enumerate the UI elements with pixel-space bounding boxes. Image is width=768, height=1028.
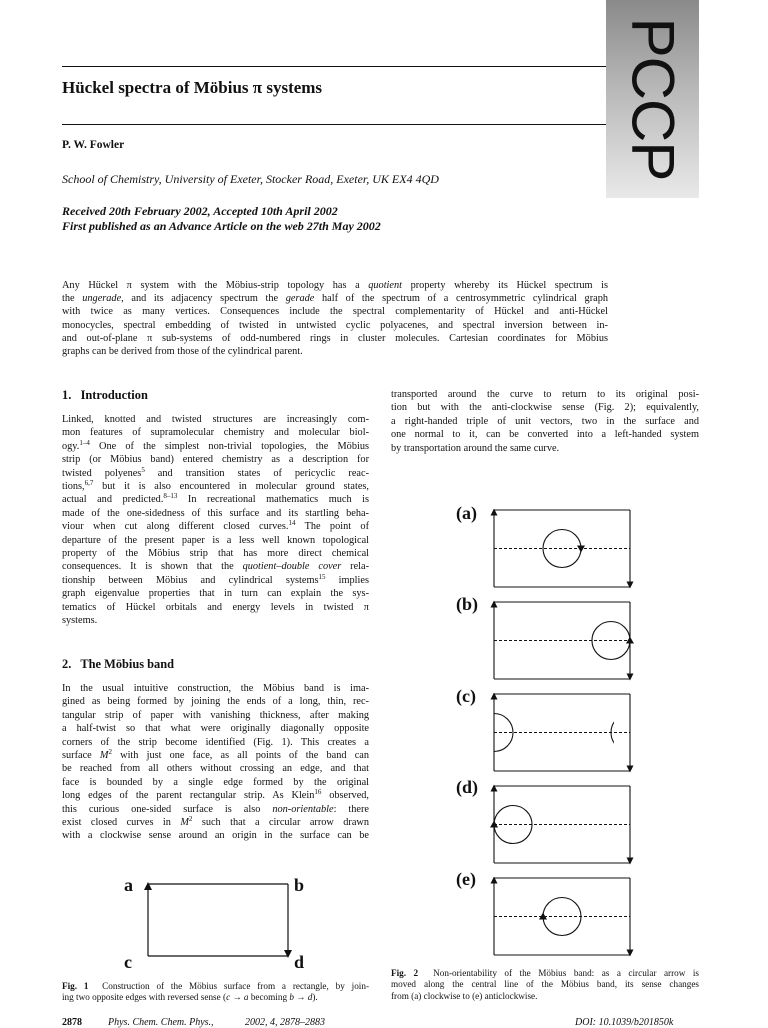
journal-tab — [606, 0, 699, 198]
panel-d-circle-arrowhead — [490, 821, 498, 828]
right-column-text — [391, 388, 699, 455]
dates — [62, 204, 381, 234]
footer-page-number: 2878 — [62, 1017, 82, 1028]
body-line: with a clockwise sense around an origin in the surface can be — [62, 830, 369, 842]
section-1-title: Introduction — [80, 388, 148, 402]
figure-1-diagram — [138, 872, 298, 972]
body-line: systems. — [62, 615, 98, 627]
body-line: twisted polyenes$^5$ and transition states of pericyclic reac- — [62, 465, 370, 479]
paper-title: Hückel spectra of Möbius π systems — [62, 78, 323, 97]
corner-d: d — [294, 952, 305, 972]
body-line: corners of the strip become identified (Fig. 1). This creates a — [62, 736, 369, 748]
caption-text: Non-orientability of the Möbius band: as a circular arrow is — [433, 968, 699, 978]
section-2-title: The Möbius band — [80, 657, 175, 671]
body-line: tion but with the anti-clockwise sense (Fig. 2); equivalently, — [391, 402, 699, 414]
caption-line — [391, 968, 699, 979]
figure-2-caption — [391, 968, 699, 1002]
abstract-line: with twice as many vertices. Consequences include the spectral complementarity of Hückel and anti-Hückel — [62, 306, 608, 318]
section-1-number: 1. — [62, 388, 72, 402]
panel-label-a: (a) — [456, 503, 477, 523]
panel-label-b: (b) — [456, 594, 478, 614]
figure-1-caption — [62, 981, 369, 1004]
abstract-line: and out-of-plane π sub-systems of odd-numbered rings in cluster molecules. Cartesian coordinates for Möbius — [62, 332, 608, 344]
panel-b-circle-arrowhead — [626, 637, 634, 644]
received-date: Received 20th February 2002, Accepted 10th April 2002 — [62, 204, 338, 218]
panel-c-left-half-circle — [484, 714, 513, 752]
panel-label-c: (c) — [456, 686, 476, 706]
body-line: graph eigenvalue properties that in turn can explain the sys- — [62, 588, 369, 600]
body-line: tangular strip of paper with vanishing thickness, after making — [62, 709, 369, 721]
footer-year-volume: 2002, 4, 2878–2883 — [245, 1017, 325, 1028]
body-line: exist closed curves in $M^2$ such that a circular arrow drawn — [62, 815, 370, 829]
figure-2-diagram — [484, 500, 644, 965]
panel-e-circle-arrowhead — [539, 913, 547, 920]
abstract-line: the ungerade, and its adjacency spectrum the gerade half of the spectrum of a centrosymmetric cylindrical graph — [62, 293, 608, 305]
body-line: gined as being formed by joining the ends of a long, thin, rec- — [62, 696, 369, 708]
body-line: actual and predicted.$^{8-13}$ In recreational mathematics much is — [62, 492, 369, 506]
body-line: consequences. It is shown that the quotient–double cover rela- — [62, 561, 369, 573]
footer-journal: Phys. Chem. Chem. Phys., — [108, 1017, 214, 1028]
body-line: by transportation around the same curve. — [391, 442, 560, 454]
body-line: this curious one-sided surface is also non-orientable: there — [62, 803, 369, 815]
caption-line: moved along the central line of the Möbius band, its sense changes — [391, 979, 699, 990]
affiliation: School of Chemistry, University of Exeter, Stocker Road, Exeter, UK EX4 4QD — [62, 172, 439, 186]
body-line: Linked, knotted and twisted structures are increasingly com- — [62, 414, 369, 425]
body-line: be reached from all others without crossing an edge, and that — [62, 763, 369, 775]
section-2-number: 2. — [62, 657, 72, 671]
body-line: tions,$^{6,7}$ but it is also encountered in molecular ground states, — [62, 479, 369, 493]
section-2-body — [62, 682, 369, 843]
body-line: tionship between Möbius and cylindrical systems$^{15}$ implies — [62, 572, 369, 586]
body-line: In the usual intuitive construction, the Möbius band is ima- — [62, 683, 369, 694]
top-rule — [62, 66, 606, 67]
figure-2-caption-label: Fig. 2 — [391, 968, 419, 978]
section-1-body — [62, 413, 369, 628]
published-date: First published as an Advance Article on the web 27th May 2002 — [62, 219, 381, 233]
body-line: face is bounded by a single edge formed by the original — [62, 776, 369, 788]
body-line: a right-handed triple of unit vectors, two in the surface and — [391, 415, 699, 427]
panel-a-circle-arrowhead — [577, 546, 585, 553]
section-1-heading — [62, 388, 148, 403]
body-line: tematics of Hückel orbitals and energy levels in twisted π — [62, 601, 369, 613]
caption-line: from (a) clockwise to (e) anticlockwise. — [391, 990, 538, 1001]
abstract-line: graphs can be derived from those of the cylindrical parent. — [62, 346, 303, 358]
body-line: one normal to it, can be converted into a left-handed system — [391, 429, 699, 441]
body-line: surface $M^2$ with just one face, as all points of the band can — [62, 748, 369, 762]
body-line: property of the Möbius strip that has more direct chemical — [62, 548, 369, 560]
footer-doi: DOI: 10.1039/b201850k — [575, 1017, 674, 1028]
corner-c: c — [124, 952, 132, 972]
panel-label-d: (d) — [456, 777, 478, 797]
corner-a: a — [124, 875, 133, 895]
body-line: a half-twist so that what were originally diagonally opposite — [62, 723, 369, 735]
body-line: transported around the curve to return to its original posi- — [391, 389, 699, 400]
body-line: viour when cut along different closed curves.$^{14}$ The point of — [62, 519, 369, 533]
abstract-line: Any Hückel π system with the Möbius-strip topology has a quotient property whereby its Hückel spectrum is — [62, 280, 608, 291]
journal-tab-label: PCCP — [619, 17, 687, 181]
section-2-heading — [62, 657, 174, 672]
author: P. W. Fowler — [62, 139, 125, 151]
caption-text: Construction of the Möbius surface from a rectangle, by join- — [102, 981, 370, 991]
figure-1-caption-label: Fig. 1 — [62, 981, 89, 991]
caption-line — [62, 981, 369, 992]
body-line: ogy.$^{1-4}$ One of the simplest non-trivial topologies, the Möbius — [62, 438, 369, 452]
body-line: made of the one-sidedness of this surface and its startling beha- — [62, 507, 369, 519]
caption-line: ing two opposite edges with reversed sense (c → a becoming b → d). — [62, 992, 318, 1003]
abstract-line: monocycles, spectral embedding of twisted in untwisted cyclic polyacenes, and spectral inversion between in- — [62, 319, 608, 331]
title-rule — [62, 124, 606, 125]
body-line: departure of the present paper is a less well known topological — [62, 534, 369, 546]
body-line: long edges of the parent rectangular strip. As Klein$^{16}$ observed, — [62, 788, 369, 802]
body-line: mon features of supramolecular chemistry and molecular biol- — [62, 427, 369, 439]
corner-b: b — [294, 875, 305, 895]
abstract — [62, 279, 608, 358]
panel-label-e: (e) — [456, 869, 476, 889]
body-line: strip (or Möbius band) entered chemistry as a description for — [62, 454, 369, 466]
